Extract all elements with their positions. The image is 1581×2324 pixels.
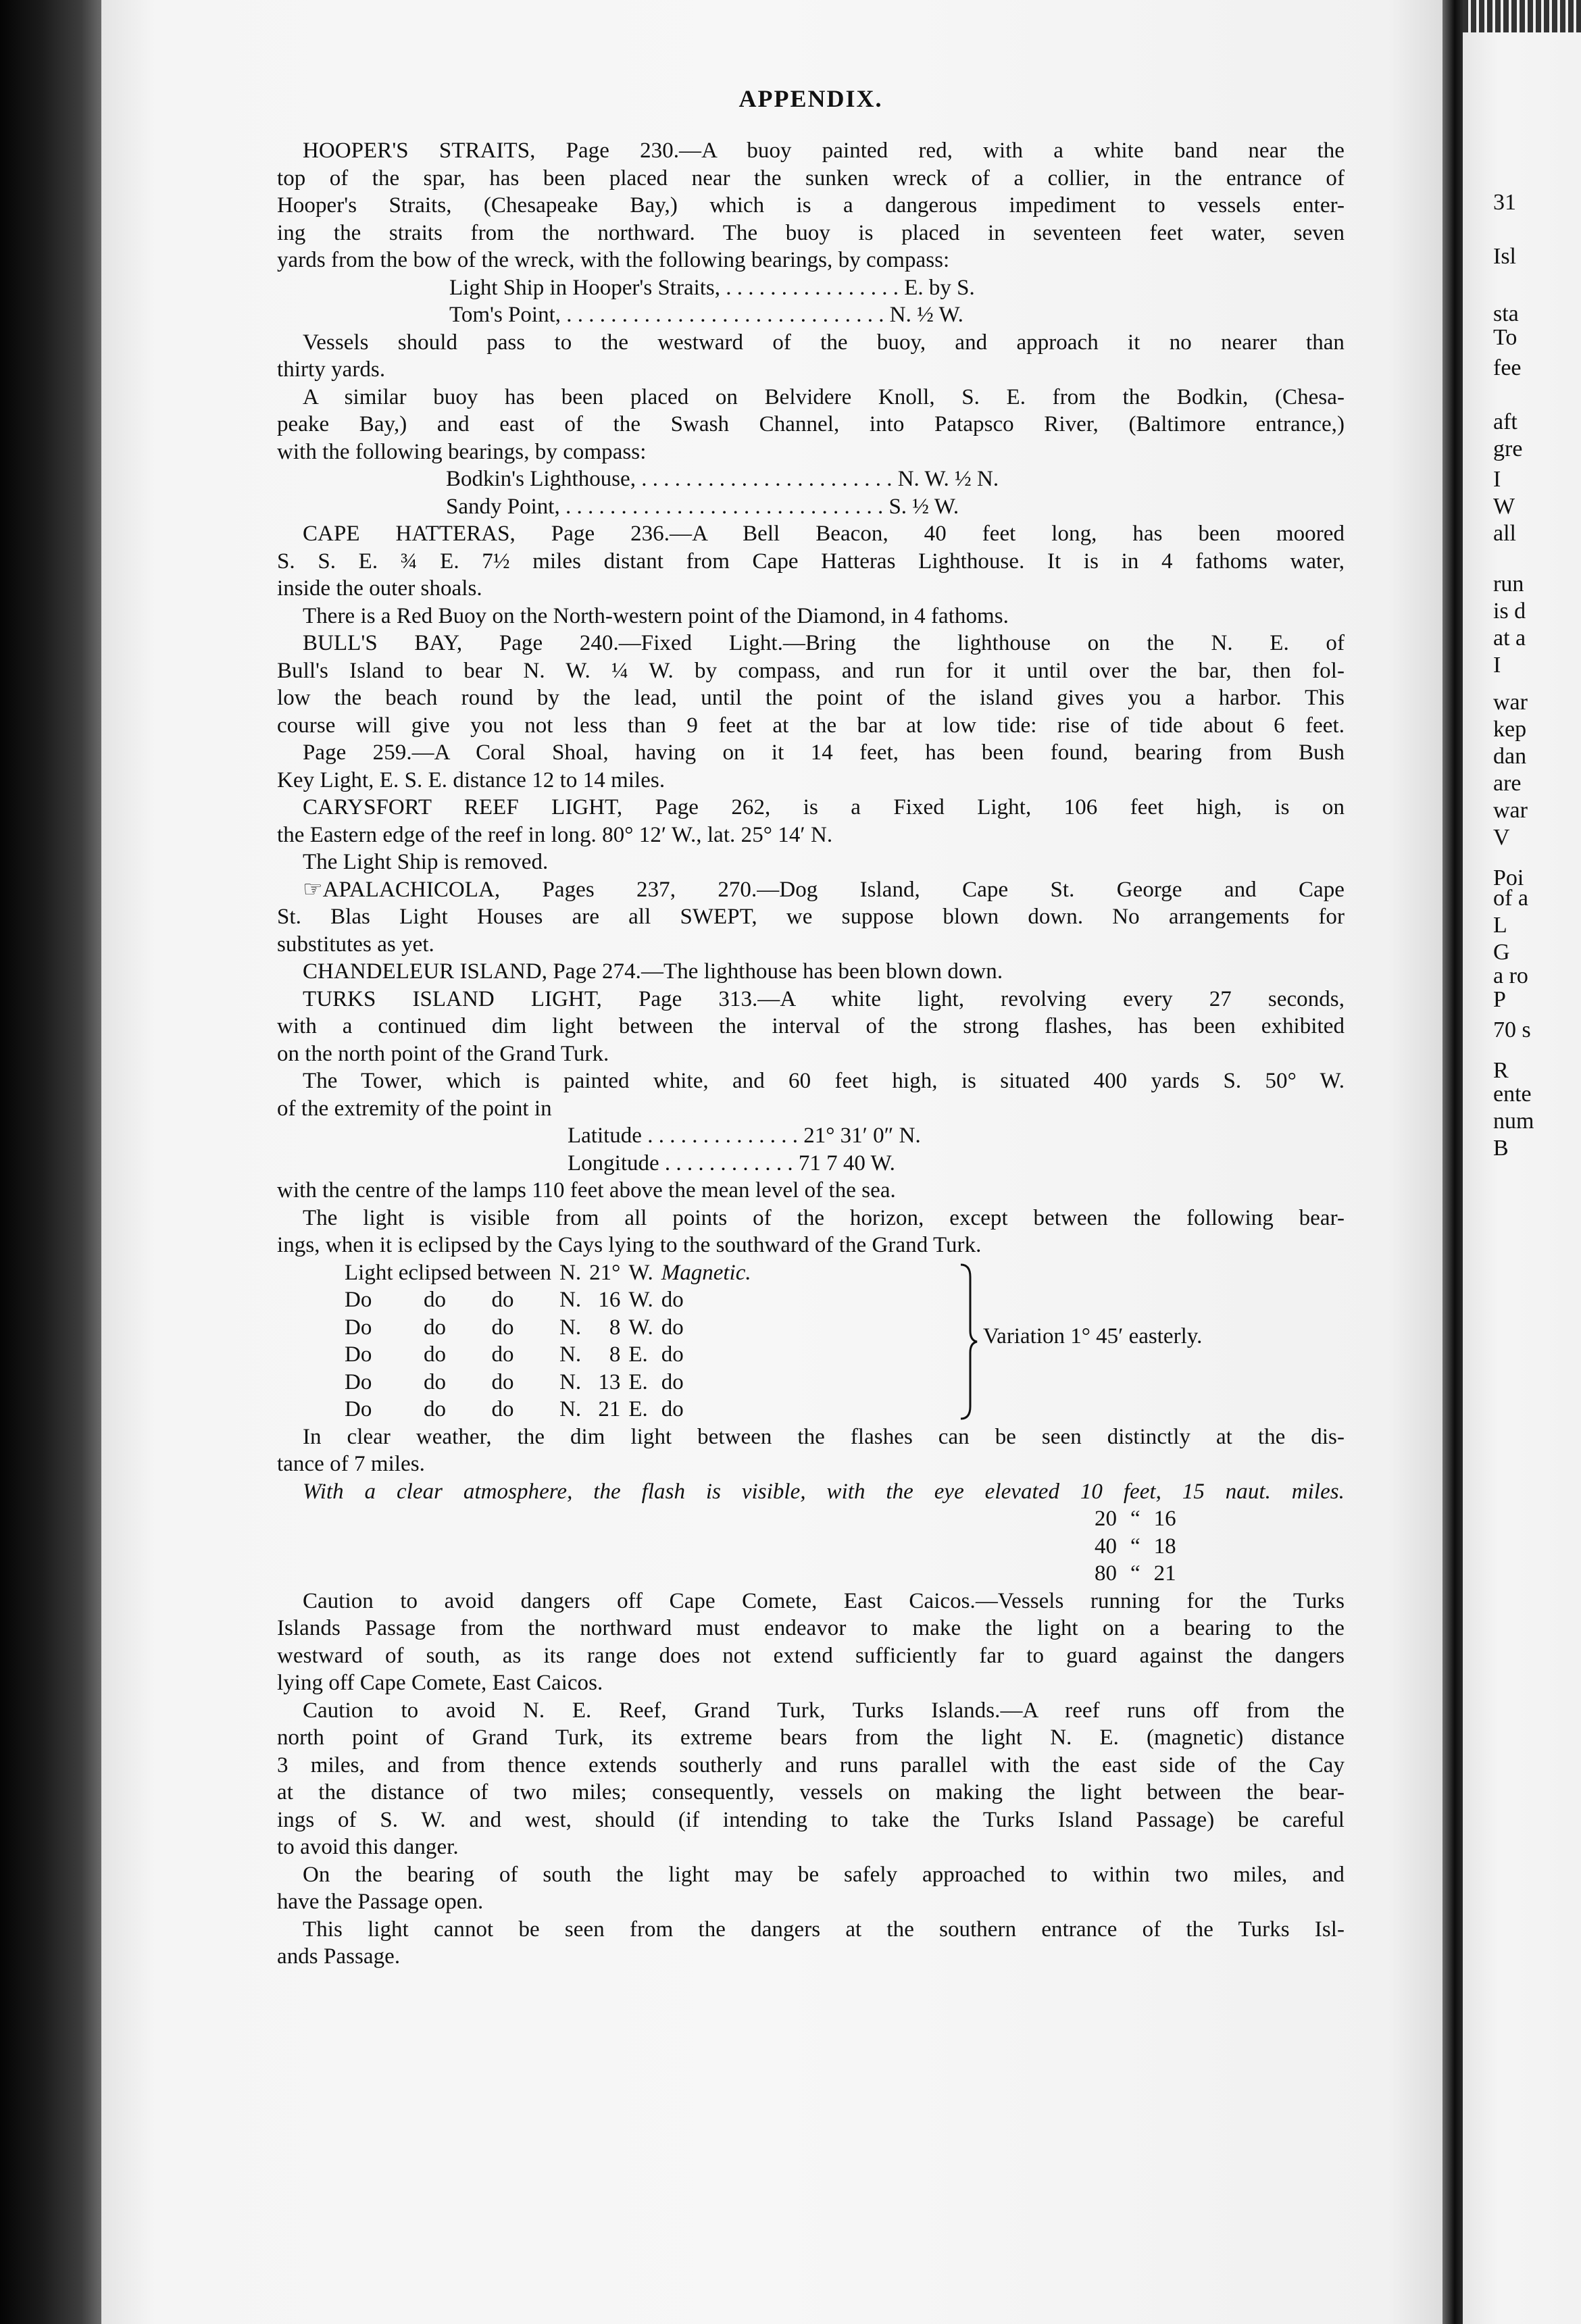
caution-reef-paragraph: [277, 1697, 1345, 1861]
adjacent-page-fragment: is d: [1493, 599, 1526, 624]
cannot-be-seen-paragraph: [277, 1916, 1345, 1971]
bearing-line: Sandy Point, . . . . . . . . . . . . . . . . . . . . . . . . . . . . . S. ½ W.: [446, 494, 959, 519]
text-line: substitutes as yet.: [277, 932, 434, 957]
text-line: yards from the bow of the wreck, with the following bearings, by compass:: [277, 248, 950, 272]
adjacent-page-fragment: aft: [1493, 409, 1517, 434]
text-line: have the Passage open.: [277, 1890, 484, 1914]
eclipse-cell: Do: [345, 1342, 372, 1367]
visibility-cell: “: [1130, 1561, 1140, 1586]
adjacent-page: [1463, 0, 1581, 2324]
adjacent-page-fragment: W: [1493, 494, 1515, 519]
eclipse-cell: do: [491, 1315, 514, 1340]
visibility-row: [1088, 1533, 1183, 1561]
adjacent-page-fragment: of a: [1493, 886, 1528, 911]
visibility-cell: 18: [1153, 1534, 1176, 1559]
text-line: north point of Grand Turk, its extreme bears from the light N. E. (magnetic) distance: [277, 1725, 1345, 1750]
adjacent-page-fragment: B: [1493, 1136, 1509, 1161]
adjacent-page-fragment: 70 s: [1493, 1017, 1531, 1042]
visible-paragraph: [277, 1205, 1345, 1259]
eclipse-cell: do: [491, 1288, 514, 1312]
text-line: westward of south, as its range does not extend sufficiently far to guard against the dangers: [277, 1643, 1345, 1668]
eclipse-cell: W.: [628, 1288, 653, 1312]
coral-shoal-paragraph: [277, 739, 1345, 794]
visibility-cell: 21: [1153, 1561, 1176, 1586]
eclipse-cell: N.: [559, 1315, 582, 1340]
adjacent-page-fragment: Poi: [1493, 865, 1524, 890]
hooper-paragraph: [277, 137, 1345, 329]
text-line: In clear weather, the dim light between the flashes can be seen distinctly at the dis-: [303, 1424, 1345, 1449]
adjacent-page-fragment: ente: [1493, 1082, 1532, 1107]
page-edge-marks: [1463, 0, 1581, 32]
adjacent-page-fragment: a ro: [1493, 963, 1528, 988]
adjacent-page-fragment: sta: [1493, 301, 1519, 326]
text-line: ings of S. W. and west, should (if intending to take the Turks Island Passage) be careful: [277, 1807, 1345, 1832]
text-line: St. Blas Light Houses are all SWEPT, we suppose blown down. No arrangements for: [277, 905, 1345, 929]
eclipse-cell: 8: [609, 1342, 621, 1367]
visibility-cell: 80: [1095, 1561, 1117, 1586]
adjacent-page-fragment: L: [1493, 913, 1507, 938]
eclipse-cell: N.: [559, 1288, 582, 1312]
eclipse-cell: 13: [598, 1369, 621, 1394]
variation-note: Variation 1° 45′ easterly.: [983, 1323, 1203, 1348]
text-line: 3 miles, and from thence extends southerly and runs parallel with the east side of the Cay: [277, 1752, 1345, 1777]
eclipse-cell: Do: [345, 1288, 372, 1312]
text-line: low the beach round by the lead, until the point of the island gives you a harbor. This: [277, 686, 1345, 710]
text-line: ings, when it is eclipsed by the Cays lying to the southward of the Grand Turk.: [277, 1233, 982, 1257]
adjacent-page-fragment: all: [1493, 521, 1516, 546]
adjacent-page-fragment: 31: [1493, 190, 1516, 215]
belvidere-paragraph: [277, 384, 1345, 521]
eclipse-row: [345, 1286, 759, 1314]
eclipse-row: [345, 1259, 759, 1287]
text-line: Bull's Island to bear N. W. ¼ W. by compass, and run for it until over the bar, then fol-: [277, 658, 1345, 683]
text-line: of the extremity of the point in: [277, 1096, 552, 1121]
visibility-cell: 20: [1095, 1507, 1117, 1531]
bearing-line: Bodkin's Lighthouse, . . . . . . . . . . . . . . . . . . . . . . . N. W. ½ N.: [446, 467, 999, 491]
eclipse-cell: do: [423, 1315, 446, 1340]
text-line: On the bearing of south the light may be safely approached to within two miles, and: [303, 1862, 1345, 1887]
eclipse-cell: do: [491, 1397, 514, 1421]
adjacent-page-fragment: P: [1493, 987, 1506, 1012]
clear-atmosphere-line: With a clear atmosphere, the flash is visible, with the eye elevated 10 feet, 15 naut. miles.: [303, 1479, 1345, 1504]
eclipse-cell: Do: [345, 1397, 372, 1421]
text-line: with the centre of the lamps 110 feet above the mean level of the sea.: [277, 1178, 896, 1203]
adjacent-page-fragment: kep: [1493, 717, 1527, 742]
text-line: Page 259.—A Coral Shoal, having on it 14 feet, has been found, bearing from Bush: [303, 740, 1345, 765]
caution-comete-paragraph: [277, 1588, 1345, 1697]
adjacent-page-fragment: num: [1493, 1109, 1534, 1134]
tower-paragraph: [277, 1067, 1345, 1205]
visibility-cell: 40: [1095, 1534, 1117, 1559]
eclipse-cell: Magnetic.: [661, 1260, 751, 1285]
eclipse-block: [277, 1259, 1345, 1423]
eclipse-cell: do: [423, 1397, 446, 1421]
eclipse-row: [345, 1341, 759, 1369]
adjacent-page-fragment: war: [1493, 798, 1528, 823]
text-line: Caution to avoid N. E. Reef, Grand Turk, Turks Islands.—A reef runs off from the: [303, 1698, 1345, 1723]
light-ship-removed-line: The Light Ship is removed.: [303, 850, 549, 874]
adjacent-page-fragment: dan: [1493, 744, 1527, 769]
hatteras-paragraph: [277, 520, 1345, 603]
adjacent-page-fragment: G: [1493, 940, 1510, 965]
text-line: to avoid this danger.: [277, 1835, 459, 1859]
adjacent-page-fragment: V: [1493, 825, 1510, 850]
eclipse-cell: do: [661, 1342, 684, 1367]
eclipse-brace: [958, 1263, 978, 1420]
visibility-table: [1088, 1505, 1183, 1588]
eclipse-cell: do: [423, 1288, 446, 1312]
eclipse-cell: do: [491, 1369, 514, 1394]
text-line: ☞APALACHICOLA, Pages 237, 270.—Dog Island, Cape St. George and Cape: [303, 877, 1345, 902]
scan-left-edge: [0, 0, 101, 2324]
text-line: CARYSFORT REEF LIGHT, Page 262, is a Fixed Light, 106 feet high, is on: [303, 795, 1345, 819]
visibility-row: [1088, 1505, 1183, 1533]
text-line: with the following bearings, by compass:: [277, 439, 647, 464]
eclipse-cell: do: [661, 1369, 684, 1394]
adjacent-page-fragment: gre: [1493, 436, 1523, 461]
text-line: Islands Passage from the northward must endeavor to make the light on a bearing to the: [277, 1616, 1345, 1640]
book-gutter: [1442, 0, 1463, 2324]
apalachicola-paragraph: [277, 876, 1345, 959]
text-line: course will give you not less than 9 feet at the bar at low tide: rise of tide about 6 feet.: [277, 713, 1345, 738]
carysfort-paragraph: [277, 794, 1345, 849]
eclipse-cell: 16: [598, 1288, 621, 1312]
text-line: inside the outer shoals.: [277, 576, 482, 601]
text-line: BULL'S BAY, Page 240.—Fixed Light.—Bring the lighthouse on the N. E. of: [303, 631, 1345, 655]
adjacent-page-fragment: fee: [1493, 355, 1522, 380]
eclipse-cell: N.: [559, 1397, 582, 1421]
text-line: This light cannot be seen from the dangers at the southern entrance of the Turks Isl-: [303, 1917, 1345, 1942]
eclipse-cell: 21: [598, 1397, 621, 1421]
turks-paragraph: [277, 986, 1345, 1068]
eclipse-cell: do: [661, 1288, 684, 1312]
eclipse-cell: E.: [628, 1369, 648, 1394]
eclipse-cell: Do: [345, 1315, 372, 1340]
eclipse-cell: do: [491, 1342, 514, 1367]
text-line: The light is visible from all points of the horizon, except between the following bear-: [303, 1205, 1345, 1230]
eclipse-cell: do: [423, 1342, 446, 1367]
adjacent-page-fragment: To: [1493, 325, 1517, 350]
visibility-cell: 16: [1153, 1507, 1176, 1531]
adjacent-page-fragment: war: [1493, 690, 1528, 715]
text-line: TURKS ISLAND LIGHT, Page 313.—A white light, revolving every 27 seconds,: [303, 986, 1345, 1011]
text-line: at the distance of two miles; consequently, vessels on making the light between the bear-: [277, 1780, 1345, 1804]
vessels-pass-paragraph: [277, 329, 1345, 384]
text-line: top of the spar, has been placed near the sunken wreck of a collier, in the entrance of: [277, 166, 1345, 191]
text-line: CAPE HATTERAS, Page 236.—A Bell Beacon, 40 feet long, has been moored: [303, 522, 1345, 546]
text-line: tance of 7 miles.: [277, 1452, 425, 1476]
text-line: Caution to avoid dangers off Cape Comete, East Caicos.—Vessels running for the Turks: [303, 1588, 1345, 1613]
eclipse-cell: do: [661, 1315, 684, 1340]
text-line: HOOPER'S STRAITS, Page 230.—A buoy painted red, with a white band near the: [303, 138, 1345, 163]
adjacent-page-fragment: I: [1493, 467, 1501, 492]
visibility-cell: “: [1130, 1507, 1140, 1531]
text-line: Key Light, E. S. E. distance 12 to 14 miles.: [277, 767, 666, 792]
eclipse-cell: do: [423, 1369, 446, 1394]
eclipse-cell: do: [661, 1397, 684, 1421]
text-line: ands Passage.: [277, 1944, 401, 1969]
bearing-line: Tom's Point, . . . . . . . . . . . . . . . . . . . . . . . . . . . . . N. ½ W.: [449, 303, 963, 327]
bearing-line: Light Ship in Hooper's Straits, . . . . . . . . . . . . . . . . E. by S.: [449, 275, 975, 300]
adjacent-page-fragment: R: [1493, 1058, 1509, 1083]
latitude-line: Latitude . . . . . . . . . . . . . . 21° 31′ 0″ N.: [568, 1123, 921, 1148]
red-buoy-line: There is a Red Buoy on the North-western point of the Diamond, in 4 fathoms.: [303, 603, 1009, 628]
page-text: [277, 84, 1345, 1971]
eclipse-cell: E.: [628, 1397, 648, 1421]
text-line: ing the straits from the northward. The buoy is placed in seventeen feet water, seven: [277, 220, 1345, 245]
text-line: peake Bay,) and east of the Swash Channel, into Patapsco River, (Baltimore entrance,): [277, 412, 1345, 436]
eclipse-row: [345, 1314, 759, 1342]
page-heading: APPENDIX.: [738, 85, 883, 112]
eclipse-cell: 8: [609, 1315, 621, 1340]
eclipse-cell: W.: [628, 1315, 653, 1340]
eclipse-cell: N.: [559, 1260, 582, 1285]
eclipse-cell: Do: [345, 1369, 372, 1394]
adjacent-page-fragment: run: [1493, 572, 1524, 597]
text-line: S. S. E. ¾ E. 7½ miles distant from Cape Hatteras Lighthouse. It is in 4 fathoms water,: [277, 549, 1345, 574]
eclipse-cell: E.: [628, 1342, 648, 1367]
eclipse-cell: N.: [559, 1342, 582, 1367]
clear-weather-paragraph: [277, 1423, 1345, 1478]
text-line: Hooper's Straits, (Chesapeake Bay,) which is a dangerous impediment to vessels enter-: [277, 193, 1345, 218]
eclipse-table: [345, 1259, 759, 1423]
adjacent-page-fragment: Isl: [1493, 244, 1516, 269]
visibility-cell: “: [1130, 1534, 1140, 1559]
adjacent-page-fragment: at a: [1493, 626, 1526, 651]
text-line: lying off Cape Comete, East Caicos.: [277, 1671, 603, 1695]
adjacent-page-fragment: are: [1493, 771, 1522, 796]
eclipse-cell: W.: [628, 1260, 653, 1285]
book-page: [101, 0, 1442, 2324]
text-line: thirty yards.: [277, 357, 386, 382]
eclipse-cell: 21°: [589, 1260, 621, 1285]
eclipse-cell: N.: [559, 1369, 582, 1394]
chandeleur-line: CHANDELEUR ISLAND, Page 274.—The lighthouse has been blown down.: [303, 959, 1003, 984]
visibility-row: [1088, 1560, 1183, 1588]
adjacent-page-fragment: I: [1493, 653, 1501, 678]
eclipse-cell: Light eclipsed between: [345, 1260, 552, 1285]
text-line: on the north point of the Grand Turk.: [277, 1041, 609, 1066]
text-line: Vessels should pass to the westward of the buoy, and approach it no nearer than: [303, 330, 1345, 355]
text-line: A similar buoy has been placed on Belvidere Knoll, S. E. from the Bodkin, (Chesa-: [303, 384, 1345, 409]
bulls-bay-paragraph: [277, 630, 1345, 739]
longitude-line: Longitude . . . . . . . . . . . . 71 7 40 W.: [568, 1151, 895, 1176]
bearing-south-paragraph: [277, 1861, 1345, 1916]
text-line: The Tower, which is painted white, and 60 feet high, is situated 400 yards S. 50° W.: [303, 1069, 1345, 1093]
eclipse-row: [345, 1369, 759, 1396]
text-line: the Eastern edge of the reef in long. 80° 12′ W., lat. 25° 14′ N.: [277, 822, 833, 847]
eclipse-row: [345, 1396, 759, 1423]
text-line: with a continued dim light between the interval of the strong flashes, has been exhibited: [277, 1014, 1345, 1038]
